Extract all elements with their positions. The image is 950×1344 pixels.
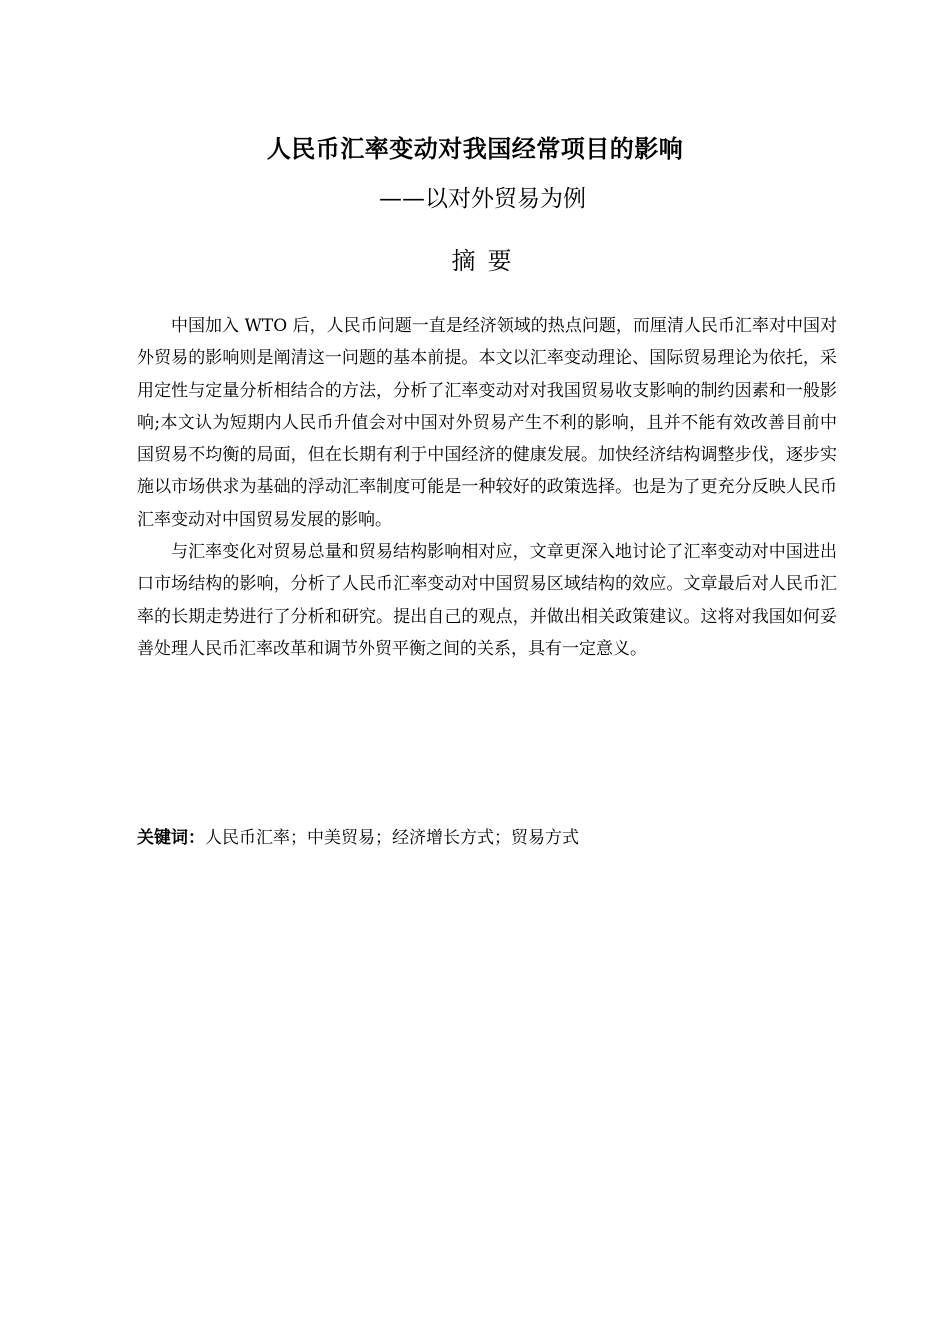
keywords-label: 关键词： xyxy=(137,828,205,848)
abstract-paragraph-2: 与汇率变化对贸易总量和贸易结构影响相对应，文章更深入地讨论了汇率变动对中国进出口市场结构的影响，分析了人民币汇率变动对中国贸易区域结构的效应。文章最后对人民币汇率的长期走势进行了分析和研究。提出自己的观点，并做出相关政策建议。这将对我国如何妥善处理人民币汇率改革和调节外贸平衡之间的关系，具有一定意义。 xyxy=(137,542,837,659)
document-title: 人民币汇率变动对我国经常项目的影响 xyxy=(266,135,684,163)
abstract-body xyxy=(137,310,837,665)
abstract-paragraph-1: 中国加入 WTO 后，人民币问题一直是经济领域的热点问题，而厘清人民币汇率对中国对外贸易的影响则是阐清这一问题的基本前提。本文以汇率变动理论、国际贸易理论为依托，采用定性与定量分析相结合的方法，分析了汇率变动对对我国贸易收支影响的制约因素和一般影响;本文认为短期内人民币升值会对中国对外贸易产生不利的影响，且并不能有效改善目前中国贸易不均衡的局面，但在长期有利于中国经济的健康发展。加快经济结构调整步伐，逐步实施以市场供求为基础的浮动汇率制度可能是一种较好的政策选择。也是为了更充分反映人民币汇率变动对中国贸易发展的影响。 xyxy=(137,316,837,530)
keywords-line xyxy=(137,824,837,852)
keywords-text: 人民币汇率；中美贸易；经济增长方式；贸易方式 xyxy=(205,828,579,848)
document-subtitle: ——以对外贸易为例 xyxy=(379,186,586,212)
abstract-heading: 摘要 xyxy=(451,247,524,275)
